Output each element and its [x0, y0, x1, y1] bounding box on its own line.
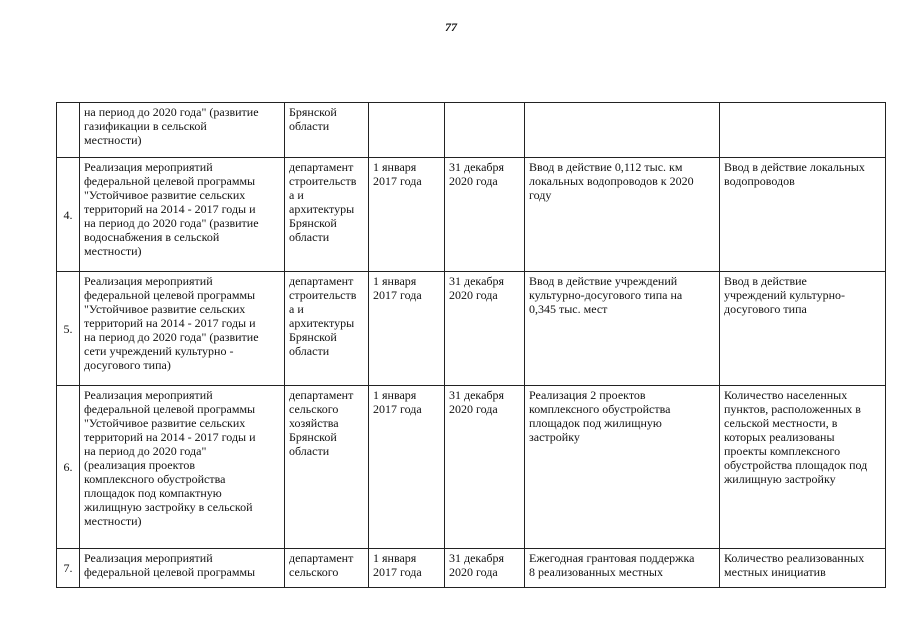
executor-cell: департамент сельского хозяйства Брянской области [285, 386, 369, 549]
row-number: 6. [57, 386, 80, 549]
expected-result-cell: Реализация 2 проектов комплексного обустройства площадок под жилищную застройку [525, 386, 720, 549]
event-name-cell: Реализация мероприятий федеральной целевой программы "Устойчивое развитие сельских территорий на 2014 - 2017 годы и на период до 2020 года" (развитие сети учреждений культурно - досугового типа) [80, 272, 285, 386]
row-number: 5. [57, 272, 80, 386]
end-date-cell: 31 декабря 2020 года [445, 386, 525, 549]
page-number: 77 [445, 20, 457, 34]
start-date-cell: 1 января 2017 года [369, 158, 445, 272]
event-name-cell: Реализация мероприятий федеральной целевой программы "Устойчивое развитие сельских территорий на 2014 - 2017 годы и на период до 2020 года" (развитие водоснабжения в сельской местности) [80, 158, 285, 272]
expected-result-cell: Ввод в действие 0,112 тыс. км локальных водопроводов к 2020 году [525, 158, 720, 272]
table-row [57, 158, 886, 272]
end-date-cell [445, 103, 525, 158]
start-date-cell: 1 января 2017 года [369, 272, 445, 386]
start-date-cell [369, 103, 445, 158]
event-name-cell: на период до 2020 года" (развитие газификации в сельской местности) [80, 103, 285, 158]
executor-cell: Брянской области [285, 103, 369, 158]
row-number [57, 103, 80, 158]
expected-result-cell [525, 103, 720, 158]
table-row [57, 103, 886, 158]
expected-result-cell: Ввод в действие учреждений культурно-досугового типа на 0,345 тыс. мест [525, 272, 720, 386]
program-events-table [56, 102, 886, 588]
row-number: 7. [57, 549, 80, 588]
table-row [57, 549, 886, 588]
end-date-cell: 31 декабря 2020 года [445, 158, 525, 272]
indicator-cell: Ввод в действие учреждений культурно- досугового типа [720, 272, 886, 386]
indicator-cell [720, 103, 886, 158]
indicator-cell: Количество реализованных местных инициатив [720, 549, 886, 588]
start-date-cell: 1 января 2017 года [369, 549, 445, 588]
indicator-cell: Количество населенных пунктов, расположенных в сельской местности, в которых реализованы проекты комплексного обустройства площадок под жилищную застройку [720, 386, 886, 549]
event-name-cell: Реализация мероприятий федеральной целевой программы "Устойчивое развитие сельских территорий на 2014 - 2017 годы и на период до 2020 года" (реализация проектов комплексного обустройства площадок под компактную жилищную застройку в сельской местности) [80, 386, 285, 549]
end-date-cell: 31 декабря 2020 года [445, 549, 525, 588]
expected-result-cell: Ежегодная грантовая поддержка 8 реализованных местных [525, 549, 720, 588]
table-row [57, 272, 886, 386]
executor-cell: департамент сельского [285, 549, 369, 588]
row-number: 4. [57, 158, 80, 272]
start-date-cell: 1 января 2017 года [369, 386, 445, 549]
event-name-cell: Реализация мероприятий федеральной целевой программы [80, 549, 285, 588]
executor-cell: департамент строительств а и архитектуры Брянской области [285, 158, 369, 272]
table-row [57, 386, 886, 549]
executor-cell: департамент строительств а и архитектуры Брянской области [285, 272, 369, 386]
indicator-cell: Ввод в действие локальных водопроводов [720, 158, 886, 272]
end-date-cell: 31 декабря 2020 года [445, 272, 525, 386]
